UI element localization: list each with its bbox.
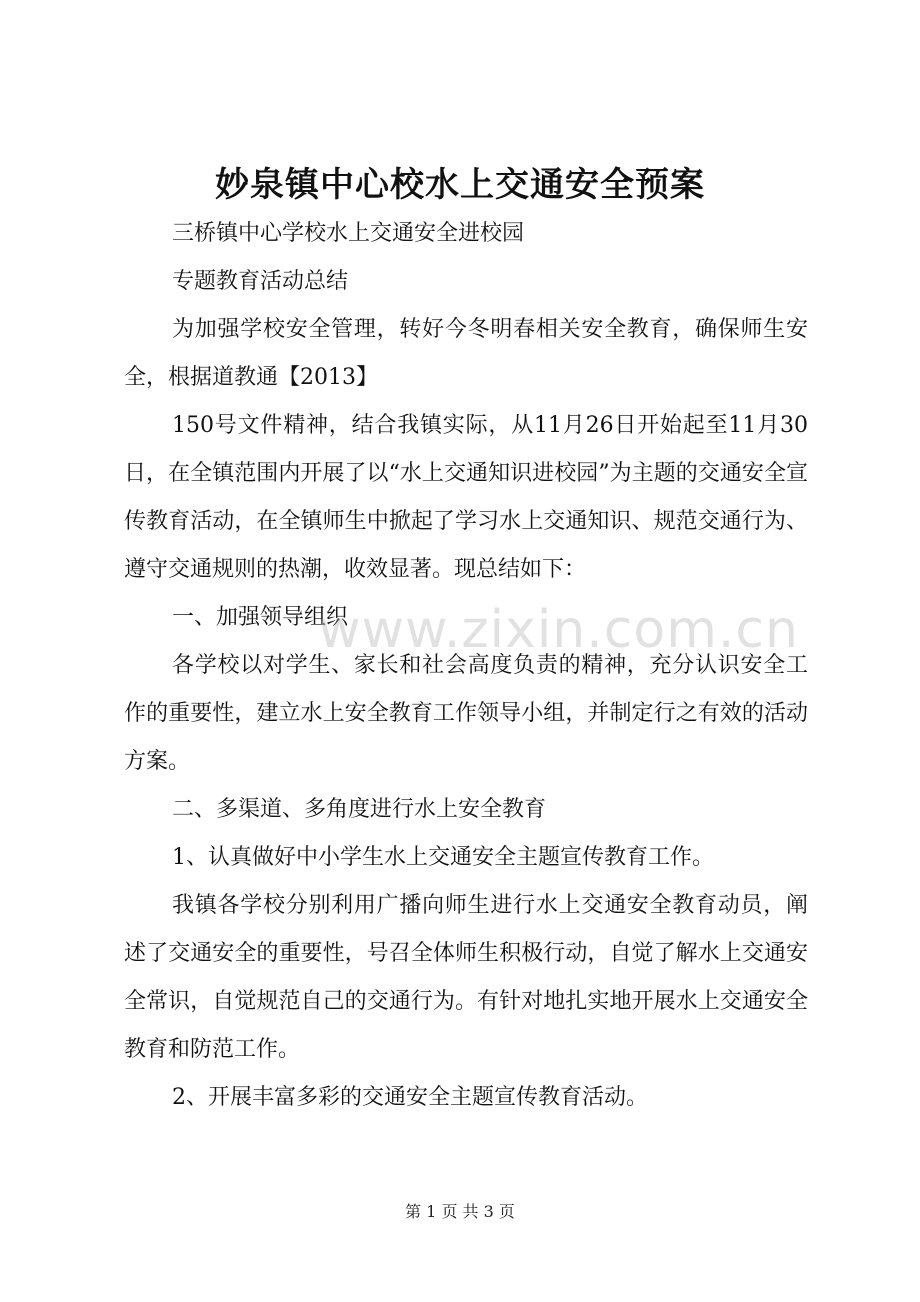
paragraph: 2、开展丰富多彩的交通安全主题宣传教育活动。 bbox=[172, 1085, 648, 1110]
paragraph: 1、认真做好中小学生水上交通安全主题宣传教育工作。 bbox=[172, 845, 714, 870]
paragraph: 二、多渠道、多角度进行水上安全教育 bbox=[172, 797, 547, 822]
document-title: 妙泉镇中心校水上交通安全预案 bbox=[215, 165, 705, 205]
paragraph: 专题教育活动总结 bbox=[172, 269, 349, 294]
page-footer: 第 1 页 共 3 页 bbox=[405, 1202, 515, 1221]
paragraph: 三桥镇中心学校水上交通安全进校园 bbox=[172, 221, 525, 246]
paragraph: 为加强学校安全管理，转好今冬明春相关安全教育，确保师生安全，根据道教通【2013】 bbox=[124, 317, 808, 390]
watermark: www.zixin.com.cn bbox=[318, 600, 799, 660]
document-body bbox=[124, 210, 808, 1122]
paragraph: 一、加强领导组织 bbox=[172, 605, 349, 630]
paragraph: 我镇各学校分别利用广播向师生进行水上交通安全教育动员，阐述了交通安全的重要性，号召全体师生积极行动，自觉了解水上交通安全常识，自觉规范自己的交通行为。有针对地扎实地开展水上交通安全教育和防范工作。 bbox=[124, 893, 808, 1062]
paragraph: 150号文件精神，结合我镇实际，从11月26日开始起至11月30日，在全镇范围内开展了以“水上交通知识进校园”为主题的交通安全宣传教育活动，在全镇师生中掀起了学习水上交通知识、规范交通行为、遵守交通规则的热潮，收效显著。现总结如下： bbox=[124, 413, 808, 582]
paragraph: 各学校以对学生、家长和社会高度负责的精神，充分认识安全工作的重要性，建立水上安全教育工作领导小组，并制定行之有效的活动方案。 bbox=[124, 653, 808, 774]
